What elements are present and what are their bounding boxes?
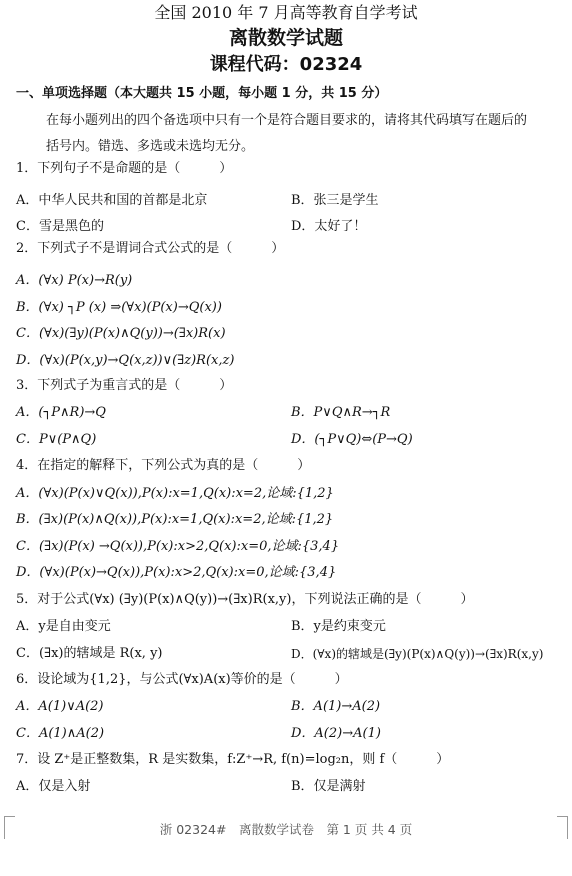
section-title: 一、单项选择题（本大题共 15 小题，每小题 1 分，共 15 分） (16, 86, 388, 101)
course-code: 课程代码：02324 (209, 54, 363, 75)
question-1-option-c: C．雪是黑色的 (16, 219, 104, 234)
exam-subject-title: 离散数学试题 (228, 27, 343, 49)
question-2-option-c: C．(∀x)(∃y)(P(x)∧Q(y))→(∃x)R(x) (16, 326, 226, 341)
question-1-stem: 1．下列句子不是命题的是（ ） (16, 161, 233, 176)
question-4-option-d: D．(∀x)(P(x)→Q(x)),P(x):x>2,Q(x):x=0,论域:{3,4} (16, 565, 337, 580)
question-5-option-a: A．y是自由变元 (16, 619, 111, 634)
question-4-option-b: B．(∃x)(P(x)∧Q(x)),P(x):x=1,Q(x):x=2,论域:{1,2} (16, 512, 334, 527)
question-7-stem: 7．设 Z⁺是正整数集，R 是实数集，f:Z⁺→R, f(n)=log₂n，则 f（ ） (16, 752, 450, 767)
question-5-option-c: C．(∃x)的辖域是 R(x, y) (16, 646, 163, 661)
question-6-option-a: A．A(1)∨A(2) (16, 699, 104, 714)
exam-header-title: 全国 2010 年 7 月高等教育自学考试 (154, 3, 418, 22)
question-4-option-a: A．(∀x)(P(x)∨Q(x)),P(x):x=1,Q(x):x=2,论域:{1,2} (16, 486, 334, 501)
question-3-option-b: B．P∨Q∧R→┐R (291, 405, 391, 420)
question-5-option-d: D．(∀x)的辖域是(∃y)(P(x)∧Q(y))→(∃x)R(x,y) (291, 647, 544, 661)
section-instructions-line1: 在每小题列出的四个备选项中只有一个是符合题目要求的，请将其代码填写在题后的 (46, 113, 528, 128)
question-7-option-b: B．仅是满射 (291, 779, 366, 794)
question-2-option-d: D．(∀x)(P(x,y)→Q(x,z))∨(∃z)R(x,z) (16, 353, 235, 368)
question-3-option-a: A．(┐P∧R)→Q (16, 405, 106, 420)
question-7-option-a: A．仅是入射 (16, 779, 91, 794)
question-6-option-c: C．A(1)∧A(2) (16, 726, 105, 741)
section-instructions-line2: 括号内。错选、多选或未选均无分。 (46, 139, 255, 154)
question-1-option-a: A．中华人民共和国的首都是北京 (16, 193, 208, 208)
question-4-stem: 4．在指定的解释下，下列公式为真的是（ ） (16, 458, 311, 473)
question-6-stem: 6．设论域为{1,2}，与公式(∀x)A(x)等价的是（ ） (16, 672, 348, 687)
question-5-option-b: B．y是约束变元 (291, 619, 386, 634)
question-6-option-b: B．A(1)→A(2) (291, 699, 381, 714)
question-3-stem: 3．下列式子为重言式的是（ ） (16, 378, 233, 393)
question-6-option-d: D．A(2)→A(1) (291, 726, 381, 741)
question-4-option-c: C．(∃x)(P(x) →Q(x)),P(x):x>2,Q(x):x=0,论域:{3,4} (16, 539, 340, 554)
question-1-option-d: D．太好了！ (291, 219, 367, 234)
question-3-option-c: C．P∨(P∧Q) (16, 432, 97, 447)
question-2-option-a: A．(∀x) P(x)→R(y) (16, 273, 133, 288)
question-2-option-b: B．(∀x) ┐P (x) ⇒(∀x)(P(x)→Q(x)) (16, 300, 222, 315)
page-footer: 浙 02324# 离散数学试卷 第 1 页 共 4 页 (159, 822, 413, 837)
question-2-stem: 2．下列式子不是谓词合式公式的是（ ） (16, 241, 285, 256)
question-3-option-d: D．(┐P∨Q)⇔(P→Q) (291, 432, 413, 447)
question-5-stem: 5．对于公式(∀x) (∃y)(P(x)∧Q(y))→(∃x)R(x,y)，下列说法正确的是（ ） (16, 592, 474, 607)
question-1-option-b: B．张三是学生 (291, 193, 379, 208)
